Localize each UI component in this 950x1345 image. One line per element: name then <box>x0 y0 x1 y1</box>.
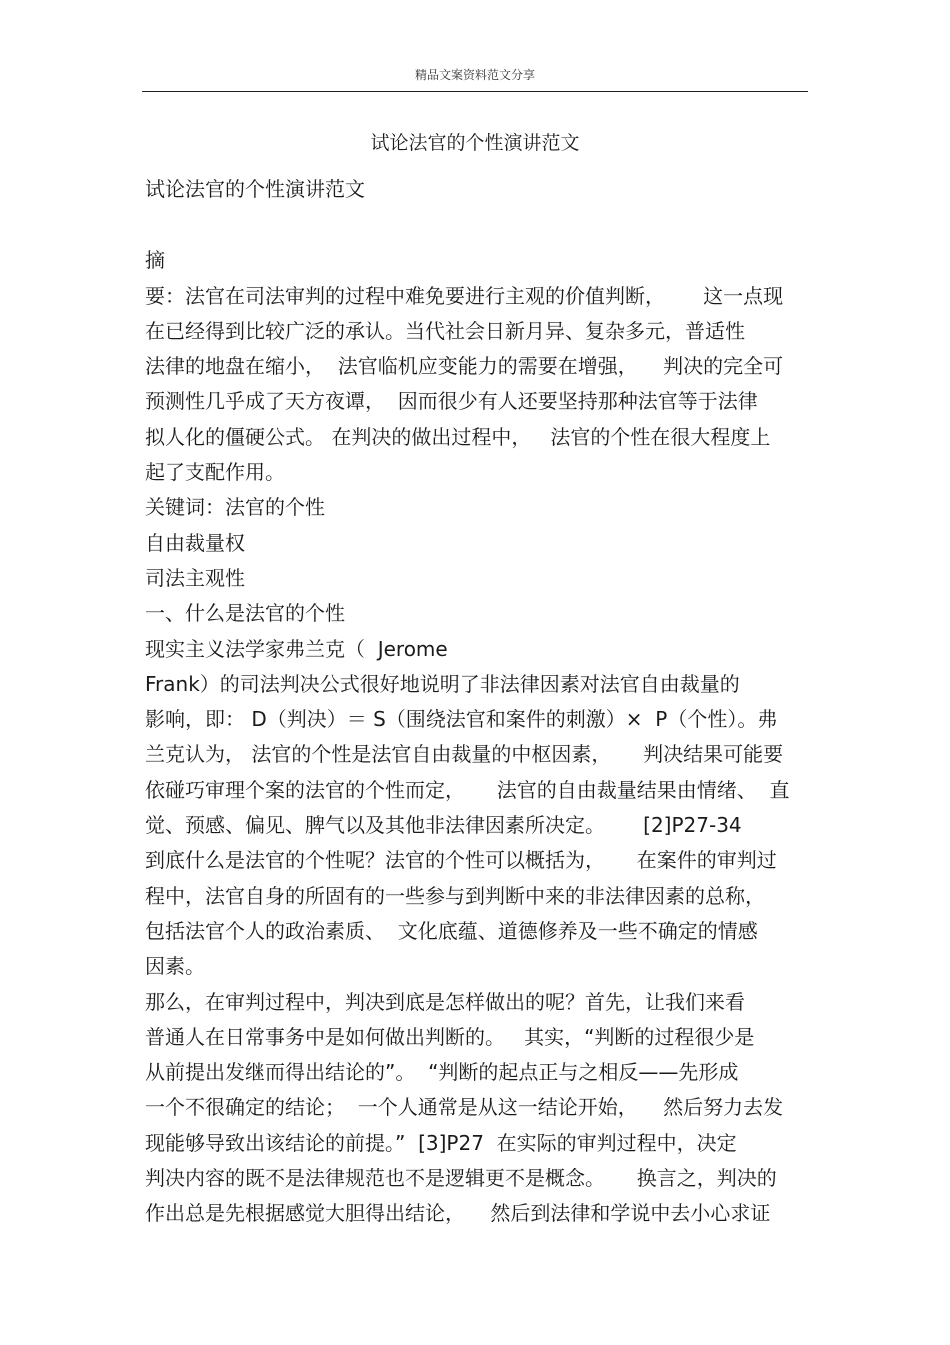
text-line: 要：法官在司法审判的过程中难免要进行主观的价值判断， 这一点现 <box>145 283 784 308</box>
document-title: 试论法官的个性演讲范文 <box>370 132 580 154</box>
text-line: 一个不很确定的结论； 一个人通常是从这一结论开始， 然后努力去发 <box>145 1095 784 1120</box>
text-line: 在已经得到比较广泛的承认。当代社会日新月异、复杂多元，普适性 <box>145 318 745 343</box>
text-line: 摘 <box>145 248 165 273</box>
text-line: 从前提出发继而得出结论的”。 “判断的起点正与之相反——先形成 <box>145 1060 739 1085</box>
header-divider <box>142 91 808 92</box>
text-line: 现实主义法学家弗兰克（ Jerome <box>145 636 448 661</box>
text-line: 普通人在日常事务中是如何做出判断的。 其实，“判断的过程很少是 <box>145 1024 755 1049</box>
text-line: 兰克认为， 法官的个性是法官自由裁量的中枢因素， 判决结果可能要 <box>145 742 784 767</box>
text-line: 影响，即： D（判决）＝ S（围绕法官和案件的刺激）× P（个性）。弗 <box>145 707 778 732</box>
text-line: 起了支配作用。 <box>145 460 285 485</box>
text-line: 觉、预感、偏见、脾气以及其他非法律因素所决定。 [2]P27-34 <box>145 813 742 838</box>
text-line: 那么，在审判过程中，判决到底是怎样做出的呢？首先，让我们来看 <box>145 989 745 1014</box>
text-line: 拟人化的僵硬公式。 在判决的做出过程中， 法官的个性在很大程度上 <box>145 424 771 449</box>
text-line: 到底什么是法官的个性呢？法官的个性可以概括为， 在案件的审判过 <box>145 848 777 873</box>
text-line: 因素。 <box>145 954 205 979</box>
text-line: 试论法官的个性演讲范文 <box>145 177 365 201</box>
text-line: 关键词：法官的个性 <box>145 495 325 520</box>
document-body <box>145 172 810 1232</box>
text-line: 判决内容的既不是法律规范也不是逻辑更不是概念。 换言之，判决的 <box>145 1166 777 1191</box>
text-line: 包括法官个人的政治素质、 文化底蕴、道德修养及一些不确定的情感 <box>145 918 758 943</box>
text-line: 自由裁量权 <box>145 530 245 555</box>
text-line: 司法主观性 <box>145 565 245 590</box>
page-header: 精品文案资料范文分享 <box>414 68 535 82</box>
text-line: 法律的地盘在缩小， 法官临机应变能力的需要在增强， 判决的完全可 <box>145 354 784 379</box>
text-line: 预测性几乎成了天方夜谭， 因而很少有人还要坚持那种法官等于法律 <box>145 389 758 414</box>
text-line <box>145 207 810 243</box>
text-line: 程中，法官自身的所固有的一些参与到判断中来的非法律因素的总称， <box>145 883 765 908</box>
text-line: 依碰巧审理个案的法官的个性而定， 法官的自由裁量结果由情绪、 直 <box>145 777 790 802</box>
text-line: 一、什么是法官的个性 <box>145 601 345 626</box>
text-line: 作出总是先根据感觉大胆得出结论， 然后到法律和学说中去小心求证 <box>145 1201 771 1226</box>
text-line: Frank）的司法判决公式很好地说明了非法律因素对法官自由裁量的 <box>145 671 740 696</box>
text-line: 现能够导致出该结论的前提。” [3]P27 在实际的审判过程中，决定 <box>145 1130 737 1155</box>
